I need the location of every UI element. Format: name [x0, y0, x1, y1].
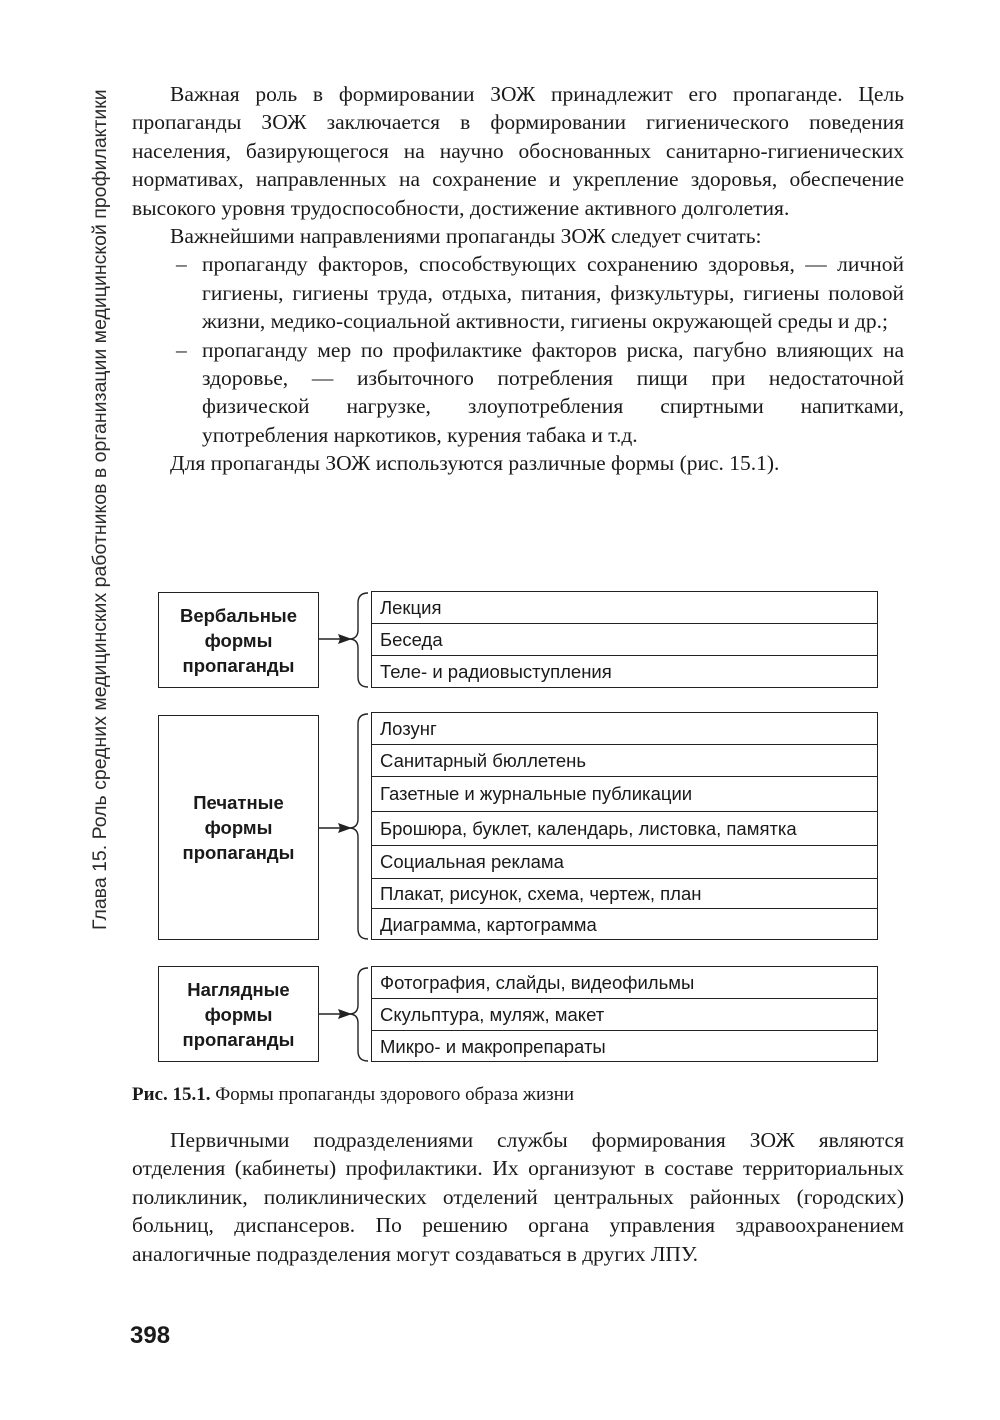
diagram-item: Социальная реклама [372, 846, 877, 879]
figure-caption [132, 1084, 574, 1106]
diagram-item: Микро- и макропрепараты [380, 1035, 606, 1057]
list-item: – пропаганду факторов, способствующих сохранению здоровья, — личной гигиены, гигиены труда, отдыха, питания, физкультуры, гигиены половой жизни, медико-социальной активности, гигиены окружающей среды и др.; [176, 252, 904, 334]
paragraph: Для пропаганды ЗОЖ используются различные формы (рис. 15.1). [170, 451, 780, 476]
diagram-item: Теле- и радиовыступления [380, 660, 612, 682]
diagram-source-box: Наглядные формы пропаганды [158, 966, 319, 1062]
bullet-dash: – [176, 337, 187, 362]
diagram-item: Санитарный бюллетень [372, 745, 877, 777]
diagram-item: Брошюра, буклет, календарь, листовка, памятка [372, 812, 877, 846]
closing-text [132, 1126, 904, 1268]
arrowhead-icon [338, 823, 352, 833]
arrowhead-icon [338, 1009, 352, 1019]
page-number: 398 [130, 1322, 171, 1349]
diagram-item: Фотография, слайды, видеофильмы [372, 967, 877, 999]
brace-icon [349, 968, 368, 1061]
diagram-item: Плакат, рисунок, схема, чертеж, план [372, 879, 877, 909]
diagram-item: Беседа [372, 624, 877, 656]
brace-icon [349, 714, 368, 939]
running-header: Глава 15. Роль средних медицинских работников в организации медицинской профилактики [89, 89, 111, 930]
caption-label: Рис. 15.1. [132, 1084, 211, 1105]
list-item: – пропаганду мер по профилактике факторов риска, пагубно влияющих на здоровье, — избыточного потребления пищи при недостаточной физической нагрузке, злоупотребления спиртными напитками, употребления наркотиков, курения табака и т.д. [176, 337, 904, 447]
diagram-item: Диаграмма, картограмма [380, 914, 597, 935]
paragraph: Первичными подразделениями службы формирования ЗОЖ являются отделения (кабинеты) профилактики. Их организуют в составе территориальных поликлиник, поликлинических отделений центральных районных (городских) больниц, диспансеров. По решению органа управления здравоохранением аналогичные подразделения могут создаваться в других ЛПУ. [132, 1128, 904, 1266]
diagram-item: Лозунг [372, 713, 877, 745]
diagram-item: Лекция [372, 592, 877, 624]
diagram-item: Скульптура, муляж, макет [372, 999, 877, 1031]
bullet-dash: – [176, 252, 187, 277]
caption-text: Формы пропаганды здорового образа жизни [215, 1084, 575, 1105]
arrowhead-icon [338, 634, 352, 644]
diagram-source-box: Вербальные формы пропаганды [158, 592, 319, 688]
paragraph: Важнейшими направлениями пропаганды ЗОЖ следует считать: [170, 224, 762, 249]
diagram-item: Газетные и журнальные публикации [372, 777, 877, 812]
paragraph: Важная роль в формировании ЗОЖ принадлежит его пропаганде. Цель пропаганды ЗОЖ заключается в формировании гигиенического поведения населения, базирующегося на научно обоснованных санитарно-гигиенических нормативах, направленных на сохранение и укрепление здоровья, обеспечение высокого уровня трудоспособности, достижение активного долголетия. [132, 82, 904, 220]
brace-icon [349, 593, 368, 687]
diagram-source-box: Печатные формы пропаганды [158, 715, 319, 940]
